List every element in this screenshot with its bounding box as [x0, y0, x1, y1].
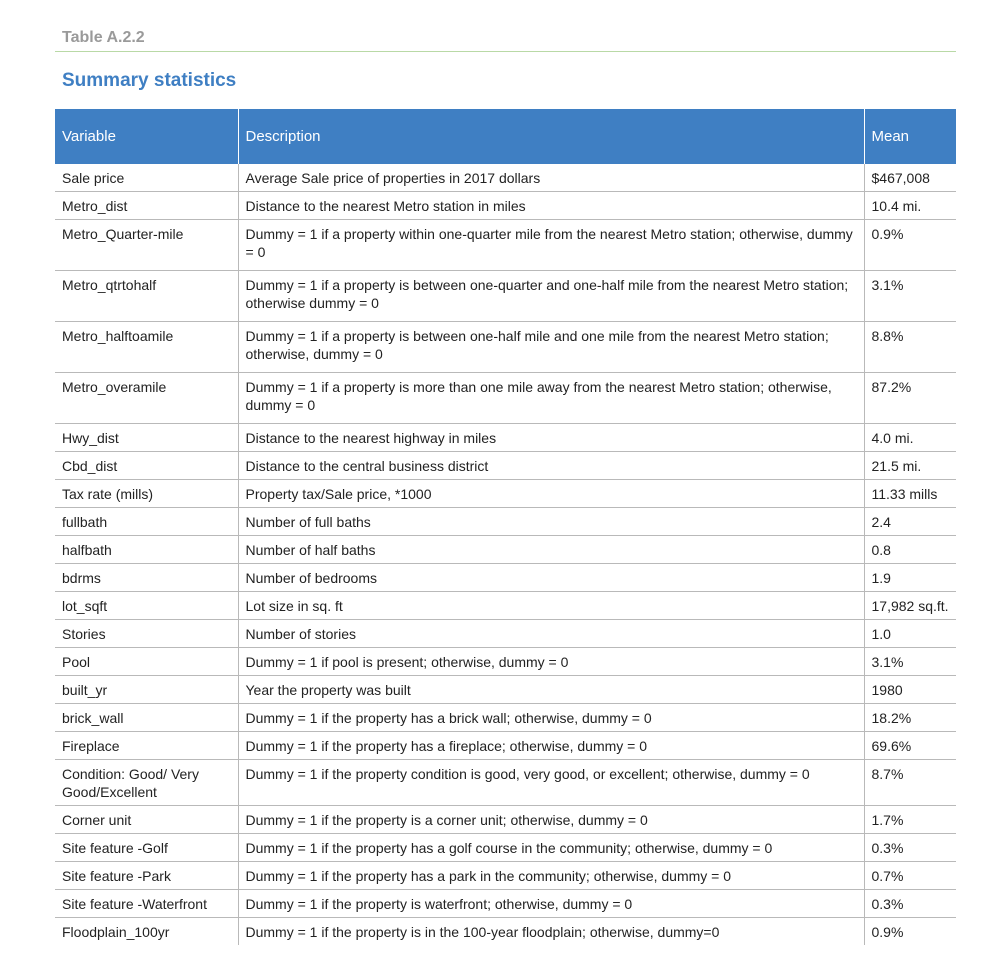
cell-variable: Metro_Quarter-mile [55, 220, 238, 271]
table-row [55, 373, 956, 424]
table-row [55, 620, 956, 648]
table-row [55, 452, 956, 480]
column-header-description: Description [238, 109, 864, 164]
table-row [55, 508, 956, 536]
cell-mean: 11.33 mills [864, 480, 956, 508]
cell-variable: lot_sqft [55, 592, 238, 620]
cell-variable: Metro_dist [55, 192, 238, 220]
cell-mean: 18.2% [864, 704, 956, 732]
cell-mean: 21.5 mi. [864, 452, 956, 480]
cell-variable: bdrms [55, 564, 238, 592]
cell-description: Dummy = 1 if the property is a corner unit; otherwise, dummy = 0 [238, 806, 864, 834]
cell-mean: 1.7% [864, 806, 956, 834]
table-row [55, 676, 956, 704]
table-title: Summary statistics [62, 70, 237, 91]
table-row [55, 704, 956, 732]
cell-description: Dummy = 1 if pool is present; otherwise, dummy = 0 [238, 648, 864, 676]
cell-variable: Sale price [55, 164, 238, 192]
cell-mean: $467,008 [864, 164, 956, 192]
cell-mean: 10.4 mi. [864, 192, 956, 220]
cell-description: Dummy = 1 if a property is between one-quarter and one-half mile from the nearest Metro station; otherwise dummy = 0 [238, 271, 864, 322]
cell-variable: Metro_halftoamile [55, 322, 238, 373]
cell-description: Dummy = 1 if the property is in the 100-year floodplain; otherwise, dummy=0 [238, 918, 864, 946]
cell-mean: 17,982 sq.ft. [864, 592, 956, 620]
cell-variable: Metro_qtrtohalf [55, 271, 238, 322]
cell-mean: 3.1% [864, 271, 956, 322]
cell-mean: 4.0 mi. [864, 424, 956, 452]
table-row [55, 322, 956, 373]
label-divider [55, 51, 956, 52]
table-row [55, 862, 956, 890]
table-row [55, 732, 956, 760]
cell-description: Dummy = 1 if a property within one-quarter mile from the nearest Metro station; otherwise, dummy = 0 [238, 220, 864, 271]
cell-mean: 87.2% [864, 373, 956, 424]
cell-description: Property tax/Sale price, *1000 [238, 480, 864, 508]
table-row [55, 480, 956, 508]
cell-variable: Corner unit [55, 806, 238, 834]
cell-mean: 0.8 [864, 536, 956, 564]
cell-variable: Fireplace [55, 732, 238, 760]
cell-mean: 0.7% [864, 862, 956, 890]
cell-description: Lot size in sq. ft [238, 592, 864, 620]
cell-description: Number of half baths [238, 536, 864, 564]
cell-mean: 2.4 [864, 508, 956, 536]
cell-variable: built_yr [55, 676, 238, 704]
cell-variable: Floodplain_100yr [62, 924, 170, 940]
cell-description: Number of full baths [238, 508, 864, 536]
cell-mean: 1.9 [864, 564, 956, 592]
cell-description: Distance to the nearest highway in miles [238, 424, 864, 452]
cell-variable: Site feature -Park [55, 862, 238, 890]
table-row [55, 890, 956, 918]
table-row [55, 806, 956, 834]
table-row [55, 648, 956, 676]
cell-variable: Stories [55, 620, 238, 648]
table-row [55, 271, 956, 322]
cell-description: Dummy = 1 if the property has a park in the community; otherwise, dummy = 0 [238, 862, 864, 890]
cell-mean: 1980 [864, 676, 956, 704]
cell-mean: 0.3% [864, 890, 956, 918]
cell-variable: fullbath [55, 508, 238, 536]
cell-variable: Site feature -Golf [55, 834, 238, 862]
cell-description: Distance to the nearest Metro station in miles [238, 192, 864, 220]
cell-variable: Tax rate (mills) [55, 480, 238, 508]
table-body [55, 164, 956, 945]
table-row [55, 164, 956, 192]
table-row [55, 536, 956, 564]
column-header-mean: Mean [864, 109, 956, 164]
cell-mean: 0.3% [864, 834, 956, 862]
summary-statistics-table [55, 109, 956, 945]
cell-description: Dummy = 1 if a property is more than one mile away from the nearest Metro station; otherwise, dummy = 0 [238, 373, 864, 424]
cell-variable: Hwy_dist [55, 424, 238, 452]
cell-variable: Site feature -Waterfront [55, 890, 238, 918]
table-row [55, 424, 956, 452]
cell-mean: 1.0 [864, 620, 956, 648]
cell-mean: 3.1% [864, 648, 956, 676]
cell-description: Number of bedrooms [238, 564, 864, 592]
cell-mean: 69.6% [864, 732, 956, 760]
cell-description: Dummy = 1 if the property has a fireplace; otherwise, dummy = 0 [238, 732, 864, 760]
cell-mean: 0.9% [864, 220, 956, 271]
cell-variable: halfbath [55, 536, 238, 564]
cell-description: Dummy = 1 if a property is between one-half mile and one mile from the nearest Metro station; otherwise, dummy = 0 [238, 322, 864, 373]
table-label: Table A.2.2 [62, 29, 145, 46]
cell-mean: 8.8% [864, 322, 956, 373]
cell-description: Dummy = 1 if the property has a brick wall; otherwise, dummy = 0 [238, 704, 864, 732]
cell-description: Dummy = 1 if the property has a golf course in the community; otherwise, dummy = 0 [238, 834, 864, 862]
cell-variable: Metro_overamile [55, 373, 238, 424]
cell-description: Average Sale price of properties in 2017 dollars [238, 164, 864, 192]
column-header-variable: Variable [55, 109, 238, 164]
header-row [55, 109, 956, 164]
cell-description: Dummy = 1 if the property condition is good, very good, or excellent; otherwise, dummy = 0 [238, 760, 864, 806]
cell-description: Dummy = 1 if the property is waterfront; otherwise, dummy = 0 [238, 890, 864, 918]
table-row [55, 220, 956, 271]
cell-variable: Pool [55, 648, 238, 676]
cell-mean: 0.9% [864, 918, 956, 946]
cell-description: Number of stories [238, 620, 864, 648]
cell-variable: brick_wall [55, 704, 238, 732]
table-row [55, 760, 956, 806]
table-header [55, 109, 956, 164]
cell-description: Distance to the central business district [238, 452, 864, 480]
table-row [55, 918, 956, 946]
cell-variable: Cbd_dist [55, 452, 238, 480]
cell-variable: Condition: Good/ Very Good/Excellent [55, 760, 238, 806]
table-row [55, 834, 956, 862]
table-row [55, 192, 956, 220]
table-row [55, 564, 956, 592]
cell-description: Year the property was built [238, 676, 864, 704]
cell-mean: 8.7% [864, 760, 956, 806]
table-row [55, 592, 956, 620]
